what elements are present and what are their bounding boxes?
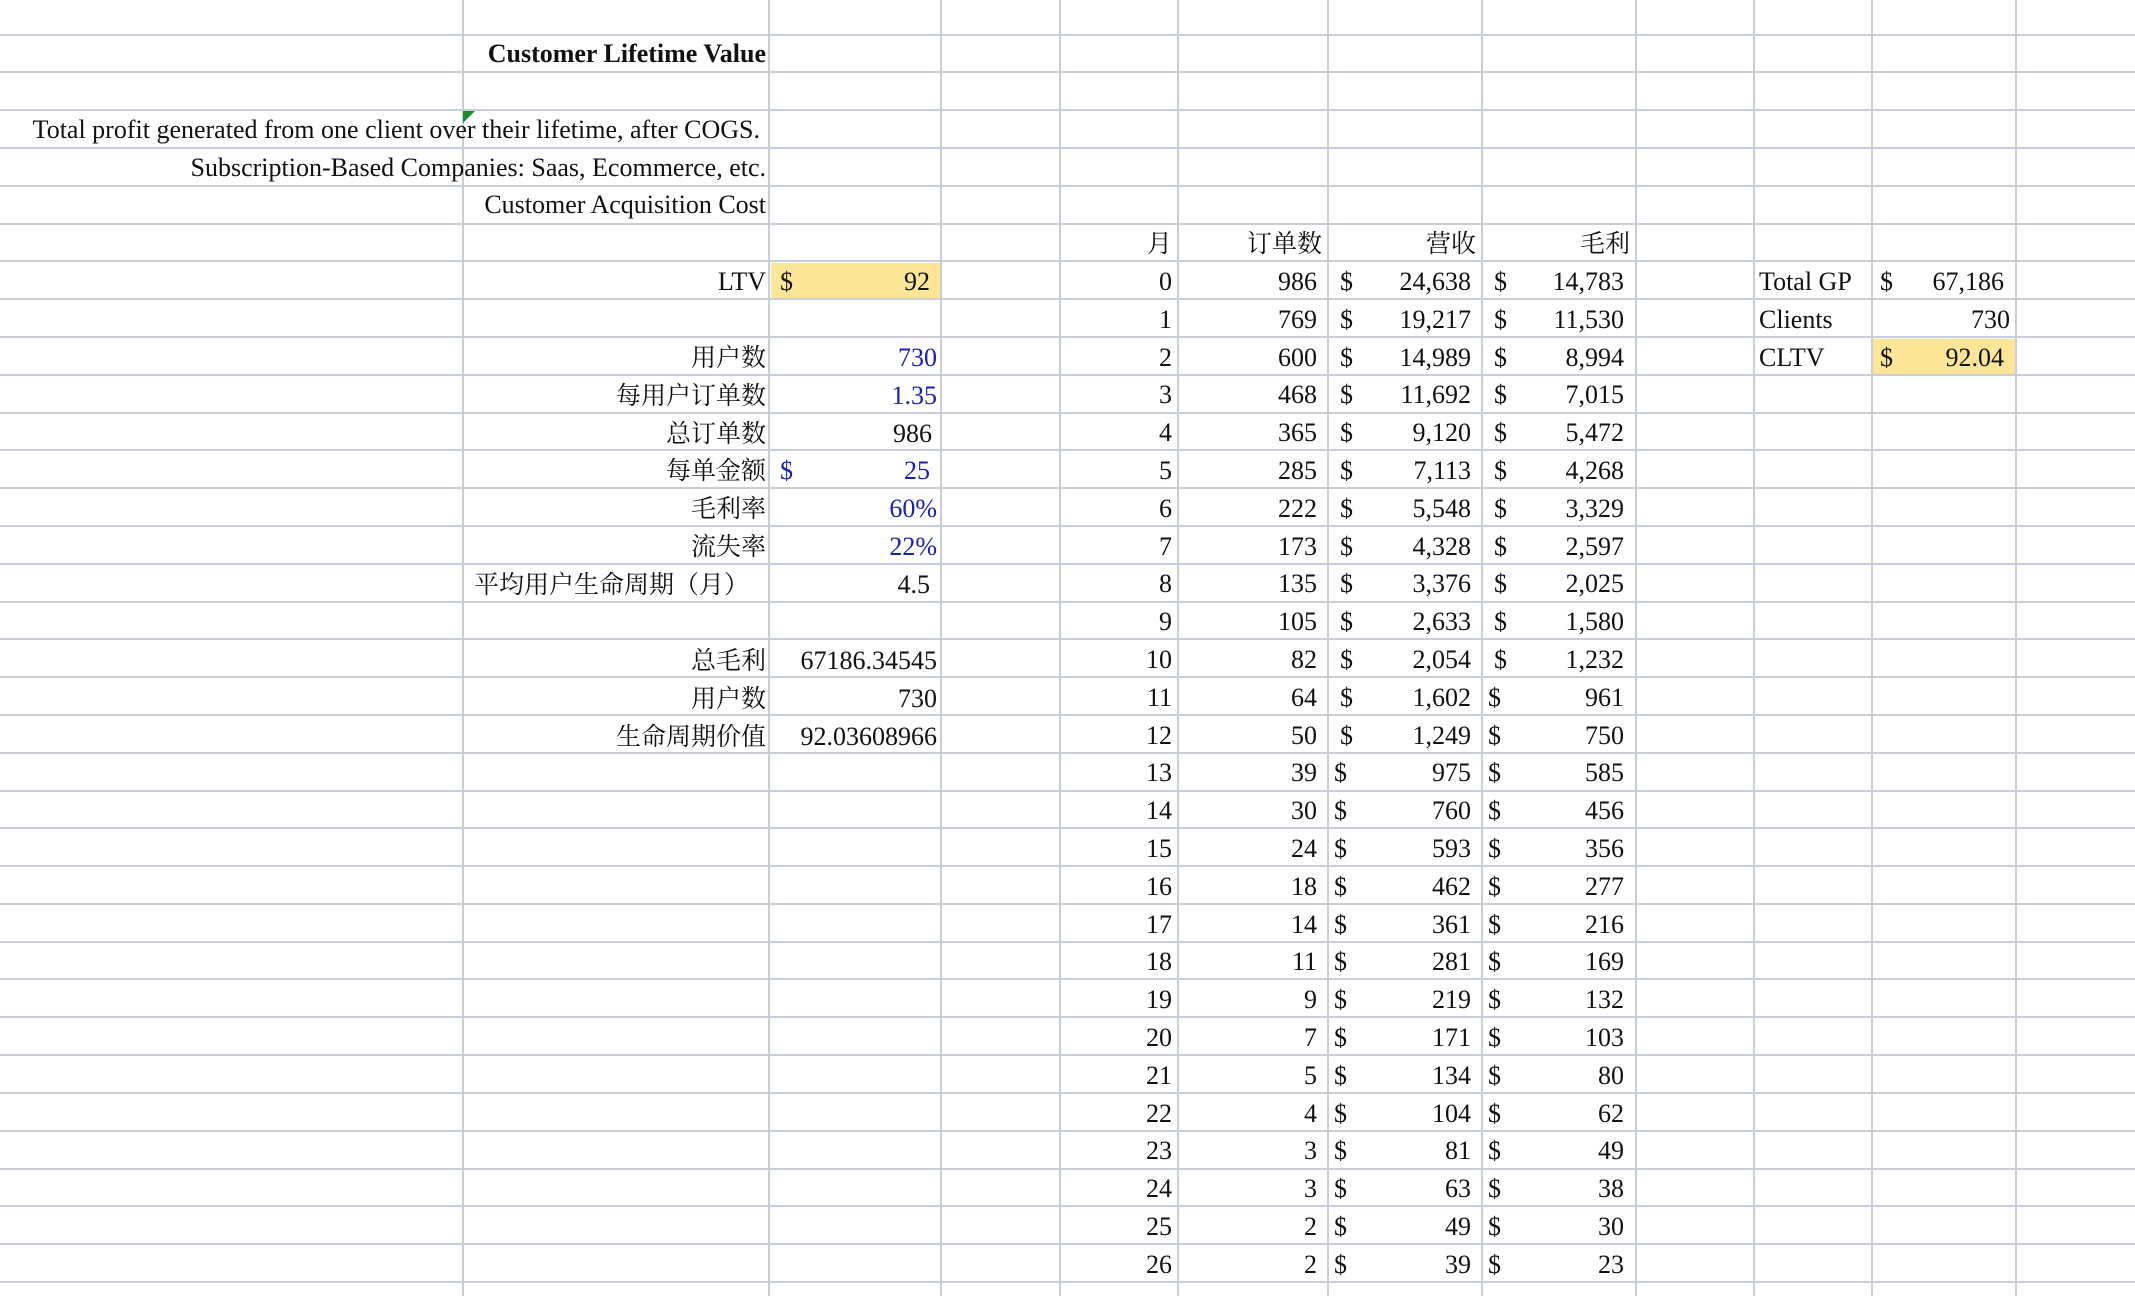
table-cell-gp-currency: $	[1494, 569, 1507, 598]
table-cell-gross-profit[interactable]: 356	[1585, 834, 1624, 863]
table-cell-gross-profit[interactable]: 216	[1585, 910, 1624, 939]
description-text: Total profit generated from one client over their lifetime, after COGS.	[32, 115, 760, 144]
table-cell-gross-profit[interactable]: 38	[1598, 1174, 1624, 1203]
column-gridline	[1059, 0, 1061, 1296]
gross-margin-label: 毛利率	[690, 494, 766, 523]
column-gridline	[2015, 0, 2017, 1296]
table-cell-revenue-currency: $	[1340, 380, 1353, 409]
row-gridline	[0, 223, 2135, 225]
table-cell-month[interactable]: 20	[1146, 1023, 1172, 1052]
table-cell-month[interactable]: 1	[1159, 305, 1172, 334]
table-cell-gross-profit[interactable]: 23	[1598, 1250, 1624, 1279]
table-cell-orders[interactable]: 18	[1291, 872, 1317, 901]
table-cell-orders[interactable]: 24	[1291, 834, 1317, 863]
table-cell-orders[interactable]: 82	[1291, 645, 1317, 674]
table-cell-gross-profit[interactable]: 5,472	[1565, 418, 1624, 447]
table-cell-revenue[interactable]: 219	[1432, 985, 1471, 1014]
table-cell-revenue[interactable]: 9,120	[1412, 418, 1471, 447]
table-cell-orders[interactable]: 4	[1304, 1099, 1317, 1128]
table-cell-orders[interactable]: 105	[1278, 607, 1317, 636]
table-cell-orders[interactable]: 285	[1278, 456, 1317, 485]
table-cell-month[interactable]: 26	[1146, 1250, 1172, 1279]
table-cell-revenue-currency: $	[1334, 1061, 1347, 1090]
sheet-title: Customer Lifetime Value	[487, 39, 766, 68]
row-gridline	[0, 109, 2135, 111]
table-cell-gp-currency: $	[1488, 721, 1501, 750]
header-orders: 订单数	[1246, 229, 1322, 258]
table-cell-orders[interactable]: 222	[1278, 494, 1317, 523]
table-cell-gross-profit[interactable]: 103	[1585, 1023, 1624, 1052]
table-cell-month[interactable]: 8	[1159, 569, 1172, 598]
table-cell-month[interactable]: 11	[1146, 683, 1172, 712]
table-cell-revenue-currency: $	[1334, 1136, 1347, 1165]
table-cell-revenue-currency: $	[1334, 985, 1347, 1014]
table-cell-month[interactable]: 4	[1159, 418, 1172, 447]
table-cell-revenue-currency: $	[1334, 1250, 1347, 1279]
column-gridline	[768, 0, 770, 1296]
table-cell-revenue[interactable]: 760	[1432, 796, 1471, 825]
table-cell-revenue[interactable]: 81	[1445, 1136, 1471, 1165]
summary-clients-value[interactable]: 730	[1971, 305, 2010, 334]
table-cell-gross-profit[interactable]: 14,783	[1552, 267, 1624, 296]
table-cell-revenue-currency: $	[1340, 607, 1353, 636]
summary-total-gp-value[interactable]: 67,186	[1932, 267, 2004, 296]
table-cell-revenue-currency: $	[1334, 872, 1347, 901]
total-orders-label: 总订单数	[665, 419, 766, 448]
table-cell-gp-currency: $	[1488, 683, 1501, 712]
order-value-input[interactable]: 25	[904, 456, 930, 485]
table-cell-month[interactable]: 7	[1159, 532, 1172, 561]
order-value-currency: $	[780, 456, 793, 485]
column-gridline	[1635, 0, 1637, 1296]
table-cell-revenue[interactable]: 3,376	[1412, 569, 1471, 598]
table-cell-orders[interactable]: 135	[1278, 569, 1317, 598]
table-cell-month[interactable]: 0	[1159, 267, 1172, 296]
header-revenue: 营收	[1425, 229, 1476, 258]
table-cell-month[interactable]: 24	[1146, 1174, 1172, 1203]
table-cell-orders[interactable]: 769	[1278, 305, 1317, 334]
table-cell-month[interactable]: 23	[1146, 1136, 1172, 1165]
table-cell-gp-currency: $	[1494, 305, 1507, 334]
table-cell-orders[interactable]: 2	[1304, 1212, 1317, 1241]
table-cell-gross-profit[interactable]: 80	[1598, 1061, 1624, 1090]
table-cell-month[interactable]: 3	[1159, 380, 1172, 409]
table-cell-gp-currency: $	[1488, 872, 1501, 901]
lifetime-label: 平均用户生命周期（月）	[474, 570, 750, 599]
table-cell-month[interactable]: 12	[1146, 721, 1172, 750]
table-cell-gp-currency: $	[1488, 910, 1501, 939]
table-cell-revenue[interactable]: 7,113	[1413, 456, 1471, 485]
table-cell-gp-currency: $	[1494, 456, 1507, 485]
table-cell-gp-currency: $	[1488, 985, 1501, 1014]
table-cell-revenue-currency: $	[1340, 645, 1353, 674]
header-gross-profit: 毛利	[1579, 229, 1630, 258]
table-cell-orders[interactable]: 5	[1304, 1061, 1317, 1090]
table-cell-orders[interactable]: 173	[1278, 532, 1317, 561]
ltv-value[interactable]: 92	[904, 267, 930, 296]
table-cell-revenue-currency: $	[1334, 796, 1347, 825]
orders-per-user-input[interactable]: 1.35	[891, 381, 937, 410]
table-cell-revenue-currency: $	[1340, 569, 1353, 598]
table-cell-orders[interactable]: 7	[1304, 1023, 1317, 1052]
ltv-currency: $	[780, 267, 793, 296]
table-cell-gp-currency: $	[1494, 418, 1507, 447]
table-cell-gp-currency: $	[1494, 380, 1507, 409]
table-cell-revenue[interactable]: 593	[1432, 834, 1471, 863]
total-gp-label: 总毛利	[690, 646, 766, 675]
table-cell-month[interactable]: 10	[1146, 645, 1172, 674]
table-cell-gp-currency: $	[1488, 758, 1501, 787]
order-value-label: 每单金额	[665, 456, 766, 485]
table-cell-month[interactable]: 21	[1146, 1061, 1172, 1090]
table-cell-revenue[interactable]: 14,989	[1399, 343, 1471, 372]
table-cell-gp-currency: $	[1494, 343, 1507, 372]
table-cell-gp-currency: $	[1488, 1174, 1501, 1203]
table-cell-gp-currency: $	[1488, 1136, 1501, 1165]
table-cell-gp-currency: $	[1488, 1061, 1501, 1090]
table-cell-revenue-currency: $	[1334, 947, 1347, 976]
table-cell-revenue-currency: $	[1340, 532, 1353, 561]
total-gp-value[interactable]: 67186.34545	[800, 646, 937, 675]
applies-to-text: Subscription-Based Companies: Saas, Ecommerce, etc.	[190, 153, 766, 182]
table-cell-orders[interactable]: 468	[1278, 380, 1317, 409]
table-cell-month[interactable]: 25	[1146, 1212, 1172, 1241]
cac-label: Customer Acquisition Cost	[484, 190, 766, 219]
table-cell-revenue[interactable]: 134	[1432, 1061, 1471, 1090]
summary-cltv-label: CLTV	[1759, 343, 1825, 372]
users-label: 用户数	[690, 343, 766, 372]
table-cell-gross-profit[interactable]: 585	[1585, 758, 1624, 787]
table-cell-orders[interactable]: 50	[1291, 721, 1317, 750]
table-cell-revenue-currency: $	[1340, 494, 1353, 523]
table-cell-gp-currency: $	[1488, 1250, 1501, 1279]
table-cell-orders[interactable]: 14	[1291, 910, 1317, 939]
cltv-formula-value[interactable]: 92.03608966	[800, 722, 937, 751]
table-cell-orders[interactable]: 600	[1278, 343, 1317, 372]
table-cell-revenue-currency: $	[1334, 1023, 1347, 1052]
users2-label: 用户数	[690, 684, 766, 713]
table-cell-revenue-currency: $	[1340, 418, 1353, 447]
lifetime-value[interactable]: 4.5	[897, 570, 930, 599]
table-cell-month[interactable]: 19	[1146, 985, 1172, 1014]
table-cell-month[interactable]: 17	[1146, 910, 1172, 939]
table-cell-gp-currency: $	[1494, 607, 1507, 636]
table-cell-gp-currency: $	[1488, 947, 1501, 976]
table-cell-revenue-currency: $	[1340, 683, 1353, 712]
users2-value[interactable]: 730	[898, 684, 937, 713]
column-gridline	[1481, 0, 1483, 1296]
table-cell-gross-profit[interactable]: 132	[1585, 985, 1624, 1014]
table-cell-revenue[interactable]: 2,054	[1412, 645, 1471, 674]
column-gridline	[1177, 0, 1179, 1296]
table-cell-revenue-currency: $	[1340, 267, 1353, 296]
table-cell-gross-profit[interactable]: 169	[1585, 947, 1624, 976]
column-gridline	[1753, 0, 1755, 1296]
table-cell-gp-currency: $	[1494, 645, 1507, 674]
table-cell-gross-profit[interactable]: 8,994	[1565, 343, 1624, 372]
table-cell-orders[interactable]: 3	[1304, 1136, 1317, 1165]
column-gridline	[1871, 0, 1873, 1296]
table-cell-gp-currency: $	[1488, 1099, 1501, 1128]
table-cell-revenue[interactable]: 171	[1432, 1023, 1471, 1052]
table-cell-orders[interactable]: 3	[1304, 1174, 1317, 1203]
table-cell-gross-profit[interactable]: 2,597	[1565, 532, 1624, 561]
table-cell-revenue[interactable]: 975	[1432, 758, 1471, 787]
table-cell-gross-profit[interactable]: 11,530	[1553, 305, 1624, 334]
summary-cltv-currency: $	[1880, 343, 1893, 372]
table-cell-revenue[interactable]: 49	[1445, 1212, 1471, 1241]
table-cell-gross-profit[interactable]: 961	[1585, 683, 1624, 712]
table-cell-revenue-currency: $	[1340, 456, 1353, 485]
table-cell-revenue-currency: $	[1334, 834, 1347, 863]
churn-label: 流失率	[690, 532, 766, 561]
table-cell-orders[interactable]: 2	[1304, 1250, 1317, 1279]
table-cell-revenue[interactable]: 462	[1432, 872, 1471, 901]
column-gridline	[940, 0, 942, 1296]
table-cell-month[interactable]: 2	[1159, 343, 1172, 372]
table-cell-revenue[interactable]: 361	[1432, 910, 1471, 939]
users-input[interactable]: 730	[898, 343, 937, 372]
table-cell-revenue[interactable]: 1,249	[1412, 721, 1471, 750]
table-cell-revenue[interactable]: 4,328	[1412, 532, 1471, 561]
table-cell-gp-currency: $	[1494, 267, 1507, 296]
table-cell-revenue-currency: $	[1334, 1174, 1347, 1203]
table-cell-month[interactable]: 5	[1159, 456, 1172, 485]
table-cell-month[interactable]: 18	[1146, 947, 1172, 976]
summary-total-gp-currency: $	[1880, 267, 1893, 296]
table-cell-revenue[interactable]: 1,602	[1412, 683, 1471, 712]
table-cell-revenue-currency: $	[1334, 1099, 1347, 1128]
table-cell-revenue-currency: $	[1340, 721, 1353, 750]
table-cell-gp-currency: $	[1494, 532, 1507, 561]
table-cell-gross-profit[interactable]: 456	[1585, 796, 1624, 825]
table-cell-month[interactable]: 15	[1146, 834, 1172, 863]
summary-clients-label: Clients	[1759, 305, 1833, 334]
table-cell-gross-profit[interactable]: 277	[1585, 872, 1624, 901]
table-cell-orders[interactable]: 39	[1291, 758, 1317, 787]
table-cell-revenue-currency: $	[1334, 1212, 1347, 1241]
table-cell-gross-profit[interactable]: 2,025	[1565, 569, 1624, 598]
table-cell-orders[interactable]: 64	[1291, 683, 1317, 712]
table-cell-gross-profit[interactable]: 750	[1585, 721, 1624, 750]
churn-input[interactable]: 22%	[889, 532, 937, 561]
table-cell-gp-currency: $	[1494, 494, 1507, 523]
table-cell-revenue-currency: $	[1340, 305, 1353, 334]
summary-cltv-value[interactable]: 92.04	[1945, 343, 2004, 372]
table-cell-revenue[interactable]: 2,633	[1412, 607, 1471, 636]
table-cell-gross-profit[interactable]: 1,580	[1565, 607, 1624, 636]
total-orders-value[interactable]: 986	[893, 419, 932, 448]
table-cell-gp-currency: $	[1488, 834, 1501, 863]
table-cell-revenue[interactable]: 19,217	[1399, 305, 1471, 334]
table-cell-gp-currency: $	[1488, 1023, 1501, 1052]
table-cell-gross-profit[interactable]: 30	[1598, 1212, 1624, 1241]
table-cell-revenue-currency: $	[1334, 758, 1347, 787]
table-cell-revenue-currency: $	[1340, 343, 1353, 372]
table-cell-gross-profit[interactable]: 7,015	[1565, 380, 1624, 409]
orders-per-user-label: 每用户订单数	[615, 381, 766, 410]
table-cell-revenue[interactable]: 63	[1445, 1174, 1471, 1203]
table-cell-orders[interactable]: 11	[1291, 947, 1317, 976]
header-month: 月	[1146, 229, 1172, 258]
table-cell-month[interactable]: 14	[1146, 796, 1172, 825]
cltv-formula-label: 生命周期价值	[615, 722, 766, 751]
column-gridline	[1327, 0, 1329, 1296]
table-cell-month[interactable]: 9	[1159, 607, 1172, 636]
table-cell-gp-currency: $	[1488, 796, 1501, 825]
table-cell-gross-profit[interactable]: 49	[1598, 1136, 1624, 1165]
table-cell-gross-profit[interactable]: 3,329	[1565, 494, 1624, 523]
table-cell-gp-currency: $	[1488, 1212, 1501, 1241]
table-cell-month[interactable]: 6	[1159, 494, 1172, 523]
table-cell-revenue[interactable]: 24,638	[1399, 267, 1471, 296]
table-cell-revenue-currency: $	[1334, 910, 1347, 939]
table-cell-gross-profit[interactable]: 62	[1598, 1099, 1624, 1128]
gross-margin-input[interactable]: 60%	[889, 494, 937, 523]
table-cell-revenue[interactable]: 5,548	[1412, 494, 1471, 523]
table-cell-orders[interactable]: 986	[1278, 267, 1317, 296]
table-cell-revenue[interactable]: 39	[1445, 1250, 1471, 1279]
table-cell-revenue[interactable]: 11,692	[1400, 380, 1471, 409]
table-cell-revenue[interactable]: 104	[1432, 1099, 1471, 1128]
table-cell-month[interactable]: 16	[1146, 872, 1172, 901]
table-cell-orders[interactable]: 365	[1278, 418, 1317, 447]
table-cell-month[interactable]: 13	[1146, 758, 1172, 787]
summary-total-gp-label: Total GP	[1759, 267, 1852, 296]
table-cell-gross-profit[interactable]: 4,268	[1565, 456, 1624, 485]
table-cell-gross-profit[interactable]: 1,232	[1565, 645, 1624, 674]
table-cell-orders[interactable]: 30	[1291, 796, 1317, 825]
table-cell-revenue[interactable]: 281	[1432, 947, 1471, 976]
table-cell-month[interactable]: 22	[1146, 1099, 1172, 1128]
ltv-label: LTV	[717, 267, 766, 296]
table-cell-orders[interactable]: 9	[1304, 985, 1317, 1014]
